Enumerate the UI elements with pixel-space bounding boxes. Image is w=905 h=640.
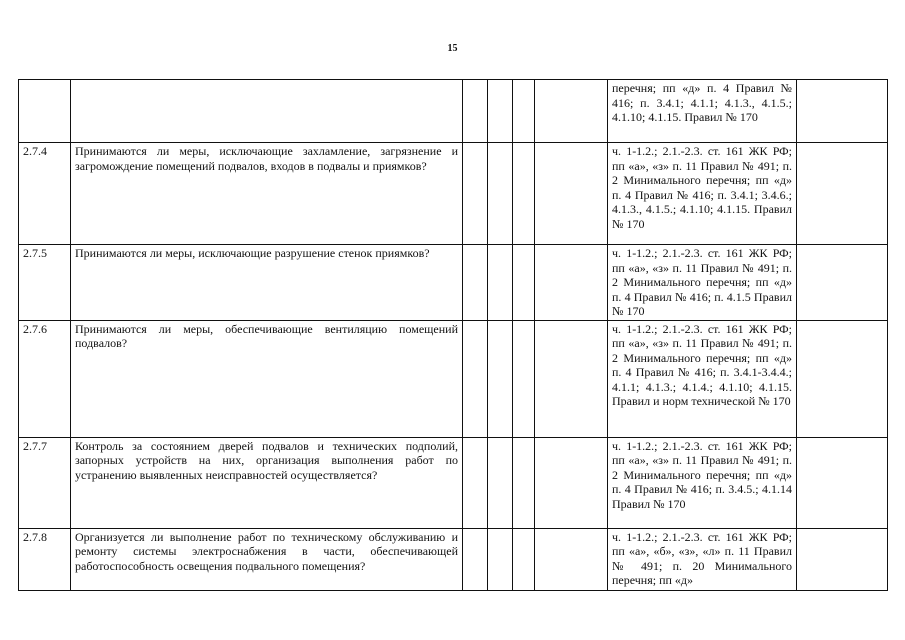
- answer-yes-cell: [463, 320, 488, 437]
- table-row: [19, 143, 888, 245]
- answer-no-cell: [488, 143, 513, 245]
- inspection-checklist-table: [18, 79, 888, 591]
- answer-na-cell: [513, 437, 535, 528]
- item-number-cell: 2.7.8: [19, 528, 71, 590]
- item-number-cell: 2.7.7: [19, 437, 71, 528]
- question-cell: Контроль за состоянием дверей подвалов и технических подполий, запорных устройств на них, организация выполнения работ по устранению выявленных неисправностей осуществляется?: [71, 437, 463, 528]
- legal-reference-cell: ч. 1-1.2.; 2.1.-2.3. ст. 161 ЖК РФ; пп «а», «б», «з», «л» п. 11 Правил № 491; п. 20 Минимального перечня; пп «д»: [608, 528, 797, 590]
- legal-reference-cell: перечня; пп «д» п. 4 Правил № 416; п. 3.4.1; 4.1.1; 4.1.3., 4.1.5.; 4.1.10; 4.1.15. Правил № 170: [608, 80, 797, 143]
- table-row: [19, 528, 888, 590]
- question-cell: Организуется ли выполнение работ по техническому обслуживанию и ремонту системы электроснабжения в части, обеспечивающей работоспособность освещения подвального помещения?: [71, 528, 463, 590]
- answer-yes-cell: [463, 80, 488, 143]
- legal-reference-cell: ч. 1-1.2.; 2.1.-2.3. ст. 161 ЖК РФ; пп «а», «з» п. 11 Правил № 491; п. 2 Минимального перечня; пп «д» п. 4 Правил № 416; п. 3.4.5.; 4.1.14 Правил № 170: [608, 437, 797, 528]
- question-cell: [71, 80, 463, 143]
- answer-extra-cell: [535, 80, 608, 143]
- notes-cell: [797, 80, 888, 143]
- item-number-cell: 2.7.6: [19, 320, 71, 437]
- legal-reference-cell: ч. 1-1.2.; 2.1.-2.3. ст. 161 ЖК РФ; пп «а», «з» п. 11 Правил № 491; п. 2 Минимального перечня; пп «д» п. 4 Правил № 416; п. 3.4.1-3.4.4.; 4.1.1; 4.1.3.; 4.1.4.; 4.1.10; 4.1.15. Правил и норм технической № 170: [608, 320, 797, 437]
- answer-na-cell: [513, 528, 535, 590]
- legal-reference-cell: ч. 1-1.2.; 2.1.-2.3. ст. 161 ЖК РФ; пп «а», «з» п. 11 Правил № 491; п. 2 Минимального перечня; пп «д» п. 4 Правил № 416; п. 4.1.5 Правил № 170: [608, 245, 797, 321]
- item-number-cell: 2.7.4: [19, 143, 71, 245]
- notes-cell: [797, 143, 888, 245]
- notes-cell: [797, 245, 888, 321]
- item-number-cell: 2.7.5: [19, 245, 71, 321]
- notes-cell: [797, 320, 888, 437]
- notes-cell: [797, 528, 888, 590]
- question-cell: Принимаются ли меры, обеспечивающие вентиляцию помещений подвалов?: [71, 320, 463, 437]
- answer-extra-cell: [535, 245, 608, 321]
- table-row: [19, 80, 888, 143]
- table-row: [19, 320, 888, 437]
- answer-extra-cell: [535, 528, 608, 590]
- answer-yes-cell: [463, 245, 488, 321]
- answer-na-cell: [513, 143, 535, 245]
- answer-yes-cell: [463, 143, 488, 245]
- answer-no-cell: [488, 320, 513, 437]
- answer-extra-cell: [535, 437, 608, 528]
- answer-no-cell: [488, 528, 513, 590]
- answer-no-cell: [488, 245, 513, 321]
- answer-no-cell: [488, 437, 513, 528]
- item-number-cell: [19, 80, 71, 143]
- answer-na-cell: [513, 245, 535, 321]
- answer-yes-cell: [463, 437, 488, 528]
- answer-yes-cell: [463, 528, 488, 590]
- answer-na-cell: [513, 80, 535, 143]
- question-cell: Принимаются ли меры, исключающие захламление, загрязнение и загромождение помещений подвалов, входов в подвалы и приямков?: [71, 143, 463, 245]
- table-row: [19, 245, 888, 321]
- question-cell: Принимаются ли меры, исключающие разрушение стенок приямков?: [71, 245, 463, 321]
- page-number: 15: [447, 43, 458, 54]
- notes-cell: [797, 437, 888, 528]
- answer-extra-cell: [535, 320, 608, 437]
- legal-reference-cell: ч. 1-1.2.; 2.1.-2.3. ст. 161 ЖК РФ; пп «а», «з» п. 11 Правил № 491; п. 2 Минимального перечня; пп «д» п. 4 Правил № 416; п. 3.4.1; 3.4.6.; 4.1.3., 4.1.5.; 4.1.10; 4.1.15. Правил № 170: [608, 143, 797, 245]
- answer-na-cell: [513, 320, 535, 437]
- table-row: [19, 437, 888, 528]
- answer-no-cell: [488, 80, 513, 143]
- answer-extra-cell: [535, 143, 608, 245]
